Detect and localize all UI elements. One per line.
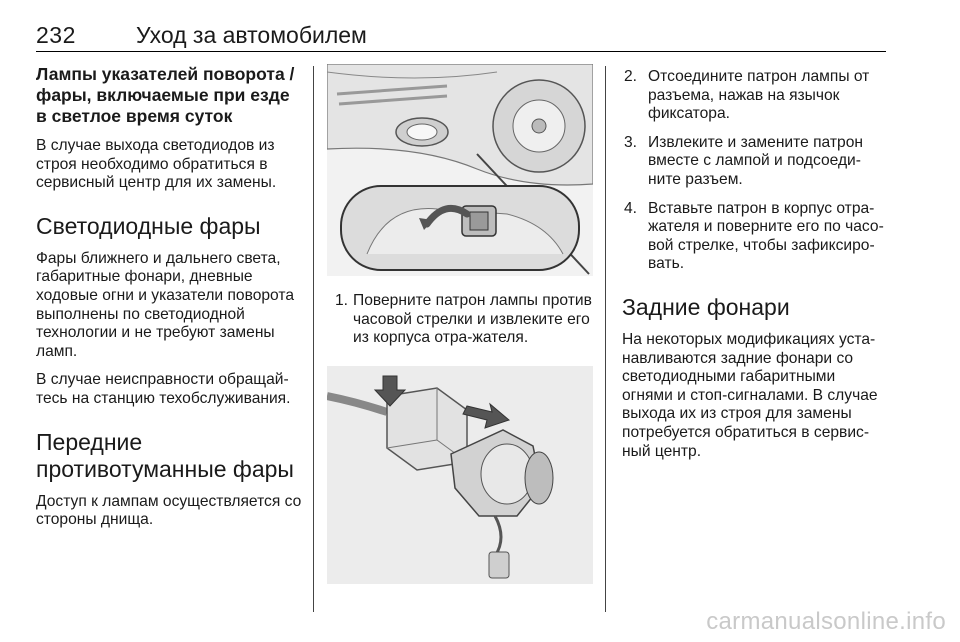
column-right	[622, 68, 890, 471]
step-2	[622, 68, 890, 124]
column-divider-left	[313, 66, 314, 612]
paragraph-fog-access: Доступ к лампам осуществляется со стороны днища.	[36, 492, 302, 529]
page-number: 232	[36, 22, 76, 48]
step-4	[622, 200, 890, 274]
column-middle	[327, 64, 593, 584]
heading-turn-lamps: Лампы указателей поворота / фары, включаемые при езде в светлое время суток	[36, 64, 295, 126]
step-3-number: 3.	[624, 133, 638, 151]
paragraph-led-headlamps: Фары ближнего и дальнего света, габаритные фонари, дневные ходовые огни и указатели поворота выполнены по светодиодной технологии и не требуют замены ламп.	[36, 249, 295, 360]
step-2-text: Отсоедините патрон лампы от разъема, нажав на язычок фиксатора.	[648, 68, 870, 123]
paragraph-led-service: В случае выхода светодиодов из строя необходимо обратиться в сервисный центр для их замены.	[36, 137, 277, 192]
column-divider-right	[605, 66, 606, 612]
heading-rear-lamps: Задние фонари	[622, 293, 790, 320]
step-3	[622, 134, 890, 190]
step-4-number: 4.	[624, 199, 638, 217]
step-1-number: 1.	[335, 292, 349, 309]
step-1	[327, 292, 593, 348]
page-header	[36, 22, 886, 52]
step-1-text: Поверните патрон лампы против часовой стрелки и извлеките его из корпуса отра-жателя.	[353, 292, 592, 347]
heading-fog-lamps: Передние противотуманные фары	[36, 428, 294, 482]
step-4-text: Вставьте патрон в корпус отра-жателя и поверните его по часо-вой стрелке, чтобы зафиксиро-вать.	[648, 199, 884, 273]
heading-led-headlamps: Светодиодные фары	[36, 212, 261, 239]
figure-lamp-socket	[327, 366, 593, 584]
paragraph-malfunction: В случае неисправности обращай-тесь на станцию техобслуживания.	[36, 371, 291, 407]
paragraph-rear-lamps: На некоторых модификациях уста-навливаются задние фонари со светодиодными габаритными огнями и стоп-сигналами. В случае выхода их из строя для замены потребуется обратиться в сервис-ный центр.	[622, 330, 878, 460]
lamp-socket-illustration	[327, 366, 593, 584]
fog-lamp-location-illustration	[327, 64, 593, 276]
step-3-text: Извлеките и замените патрон вместе с лампой и подсоеди-ните разъем.	[648, 133, 863, 188]
step-2-number: 2.	[624, 68, 638, 85]
figure-fog-lamp-location	[327, 64, 593, 276]
watermark: carmanualsonline.info	[706, 608, 946, 635]
header-rule	[36, 51, 886, 52]
running-title: Уход за автомобилем	[136, 22, 367, 48]
column-left	[36, 64, 302, 540]
